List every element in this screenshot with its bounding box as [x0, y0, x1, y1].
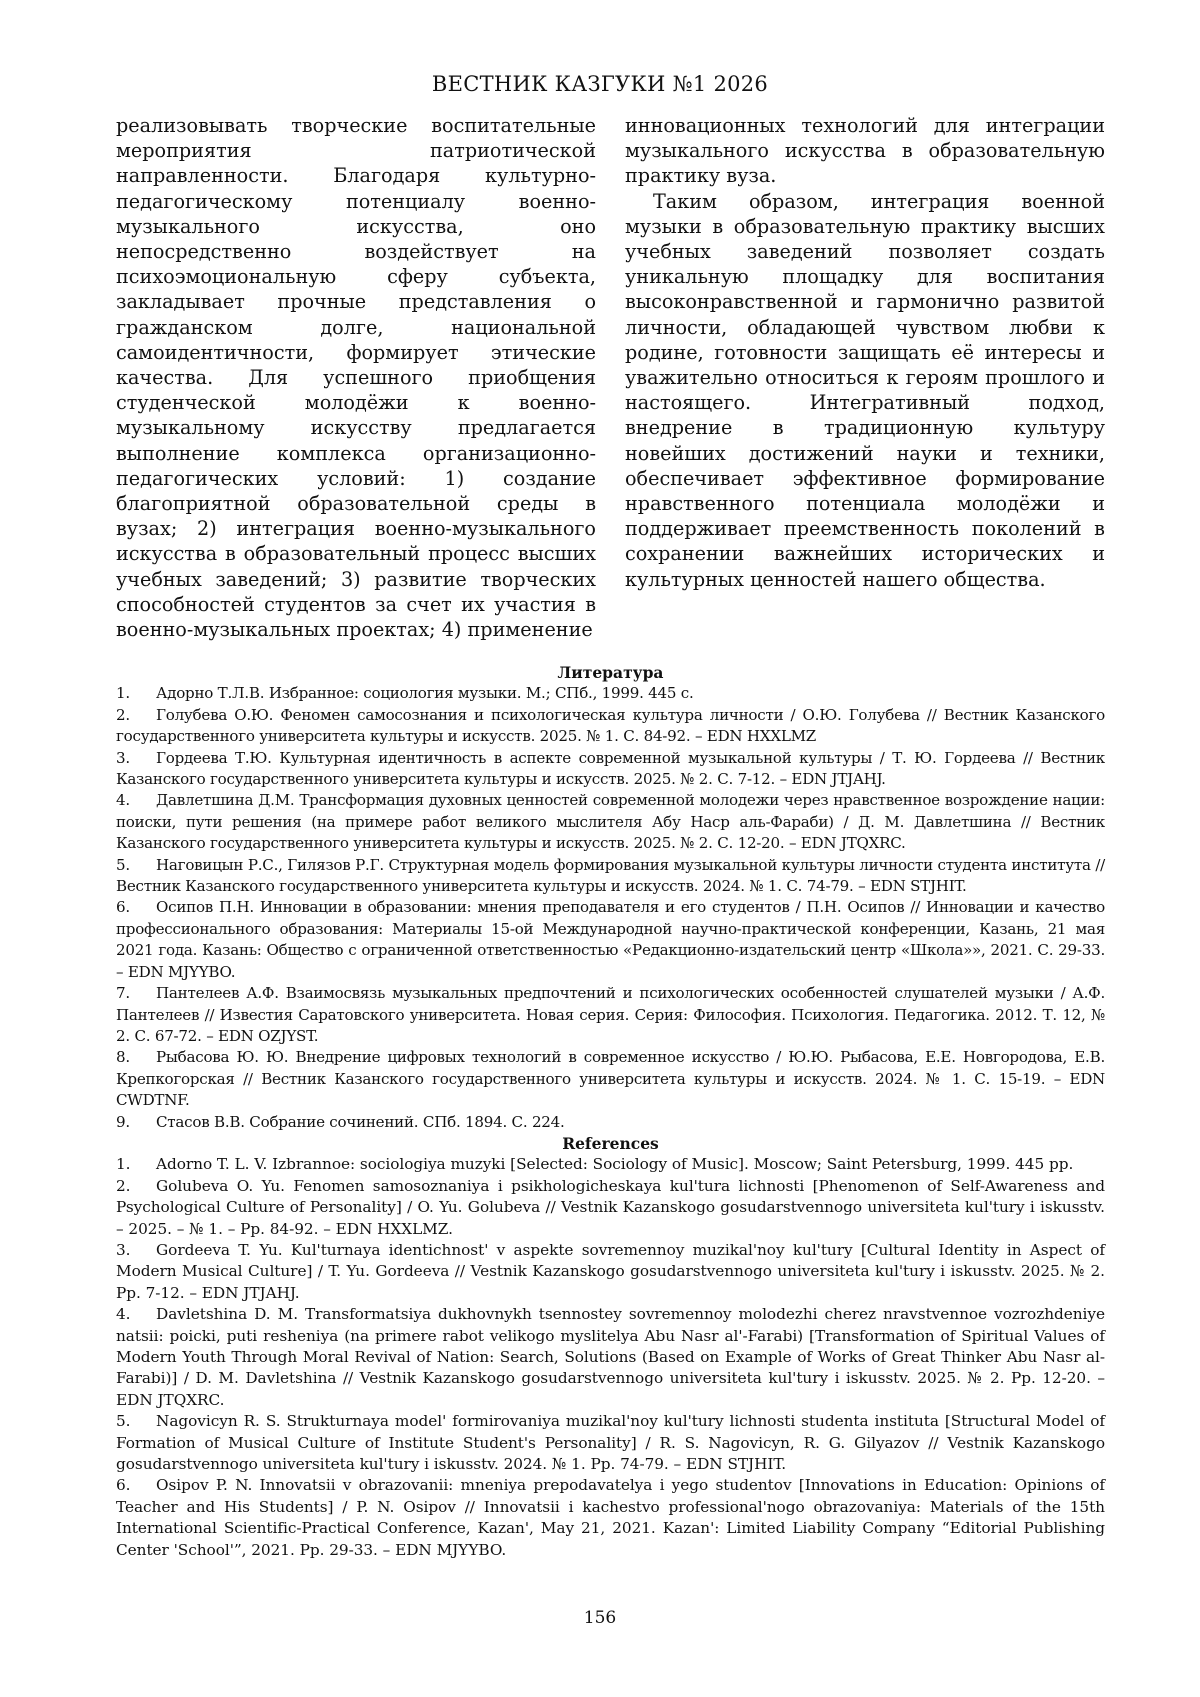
reference-text: Рыбасова Ю. Ю. Внедрение цифровых технологий в современное искусство / Ю.Ю. Рыбасова, Е.Е. Новгородова, Е.В. Крепкогорская // Вестник Казанского государственного университета культуры и искусств. 2024. № 1. С. 15-19. – EDN CWDTNF.	[116, 1048, 1105, 1110]
reference-text: Golubeva O. Yu. Fenomen samosoznaniya i psikhologicheskaya kul'tura lichnosti [Phenomenon of Self-Awareness and Psychological Culture of Personality] / O. Yu. Golubeva // Vestnik Kazanskogo gosudarstvennogo universiteta kul'tury i iskusstv. – 2025. – № 1. – Pp. 84-92. – EDN HXXLMZ.	[116, 1176, 1105, 1238]
reference-item	[116, 748, 1105, 791]
reference-number: 3.	[116, 748, 130, 767]
body-column-right	[625, 113, 1105, 592]
reference-number: 1.	[116, 684, 130, 703]
reference-number: 2.	[116, 1176, 131, 1195]
reference-text: Голубева О.Ю. Феномен самосознания и психологическая культура личности / О.Ю. Голубева // Вестник Казанского государственного университета культуры и искусств. 2025. № 1. С. 84-92. – EDN HXXLMZ	[116, 705, 1105, 746]
references-list	[116, 1154, 1105, 1561]
reference-item	[116, 790, 1105, 854]
reference-text: Осипов П.Н. Инновации в образовании: мнения преподавателя и его студентов / П.Н. Осипов // Инновации и качество профессионального образования: Материалы 15-ой Международной научно-практической конференции, Казань, 21 мая 2021 года. Казань: Общество с ограниченной ответственностью «Редакционно-издательский центр «Школа»», 2021. С. 29-33. – EDN MJYYBO.	[116, 898, 1105, 981]
reference-text: Стасов В.В. Собрание сочинений. СПб. 1894. С. 224.	[156, 1112, 565, 1131]
literature-list	[116, 683, 1105, 1133]
reference-item	[116, 1475, 1105, 1561]
reference-text: Davletshina D. M. Transformatsiya dukhovnykh tsennostey sovremennoy molodezhi cherez nravstvennoe vozrozhdeniye natsii: poicki, puti resheniya (na primere rabot velikogo myslitelya Abu Nasr al'-Farabi) [Transformation of Spiritual Values of Modern Youth Through Moral Revival of Nation: Search, Solutions (Based on Example of Works of Great Thinker Abu Nasr al-Farabi)] / D. M. Davletshina // Vestnik Kazanskogo gosudarstvennogo universiteta kul'tury i iskusstv. 2025. № 2. Pp. 12-20. – EDN JTQXRC.	[116, 1305, 1105, 1409]
reference-text: Adorno T. L. V. Izbrannoe: sociologiya muzyki [Selected: Sociology of Music]. Moscow; Saint Petersburg, 1999. 445 pp.	[156, 1155, 1074, 1174]
body-paragraph: реализовывать творческие воспитательные мероприятия патриотической направленности. Благодаря культурно-педагогическому потенциалу военно-музыкального искусства, оно непосредственно воздействует на психоэмоциональную сферу субъекта, закладывает прочные представления о гражданском долге, национальной самоидентичности, формирует этические качества. Для успешного приобщения студенческой молодёжи к военно-музыкальному искусству предлагается выполнение комплекса организационно-педагогических условий: 1) создание благоприятной образовательной среды в вузах; 2) интеграция военно-музыкального искусства в образовательный процесс высших учебных заведений; 3) развитие творческих способностей студентов за счет их участия в военно-музыкальных проектах; 4) применение	[116, 114, 596, 642]
reference-item	[116, 1304, 1105, 1411]
reference-number: 8.	[116, 1048, 130, 1067]
reference-text: Адорно Т.Л.В. Избранное: социология музыки. М.; СПб., 1999. 445 с.	[156, 684, 694, 703]
reference-item	[116, 983, 1105, 1047]
page-number: 156	[583, 1608, 617, 1628]
bibliography	[116, 662, 1105, 1561]
body-column-left	[116, 113, 596, 642]
body-paragraph-continuation: инновационных технологий для интеграции музыкального искусства в образовательную практику вуза.	[625, 114, 1105, 188]
reference-number: 9.	[116, 1112, 130, 1131]
reference-text: Nagovicyn R. S. Strukturnaya model' formirovaniya muzikal'noy kul'tury lichnosti studenta instituta [Structural Model of Formation of Musical Culture of Institute Student's Personality] / R. S. Nagovicyn, R. G. Gilyazov // Vestnik Kazanskogo gosudarstvennogo universiteta kul'tury i iskusstv. 2024. № 1. Pp. 74-79. – EDN STJHIT.	[116, 1412, 1105, 1474]
reference-number: 2.	[116, 705, 130, 724]
body-paragraph-conclusion: Таким образом, интеграция военной музыки в образовательную практику высших учебных заведений позволяет создать уникальную площадку для воспитания высоконравственной и гармонично развитой личности, обладающей чувством любви к родине, готовности защищать её интересы и уважительно относиться к героям прошлого и настоящего. Интегративный подход, внедрение в традиционную культуру новейших достижений науки и техники, обеспечивает эффективное формирование нравственного потенциала молодёжи и поддерживает преемственность поколений в сохранении важнейших исторических и культурных ценностей нашего общества.	[625, 189, 1105, 591]
reference-item	[116, 897, 1105, 983]
reference-text: Пантелеев А.Ф. Взаимосвязь музыкальных предпочтений и психологических особенностей слушателей музыки / А.Ф. Пантелеев // Известия Саратовского университета. Новая серия. Серия: Философия. Психология. Педагогика. 2012. Т. 12, № 2. С. 67-72. – EDN OZJYST.	[116, 984, 1105, 1045]
reference-item	[116, 1240, 1105, 1304]
reference-text: Osipov P. N. Innovatsii v obrazovanii: mneniya prepodavatelya i yego studentov [Innovations in Education: Opinions of Teacher and His Students] / P. N. Osipov // Innovatsii i kachestvo professional'nogo obrazovaniya: Materials of the 15th International Scientific-Practical Conference, Kazan', May 21, 2021. Kazan': Limited Liability Company “Editorial Publishing Center 'School'”, 2021. Pp. 29-33. – EDN MJYYBO.	[116, 1476, 1105, 1559]
reference-number: 4.	[116, 791, 130, 810]
reference-number: 6.	[116, 1476, 131, 1495]
reference-number: 4.	[116, 1305, 131, 1324]
running-header: ВЕСТНИК КАЗГУКИ №1 2026	[431, 72, 769, 96]
reference-item	[116, 705, 1105, 748]
reference-number: 1.	[116, 1155, 131, 1174]
reference-item	[116, 1176, 1105, 1240]
reference-text: Наговицын Р.С., Гилязов Р.Г. Структурная модель формирования музыкальной культуры личности студента института // Вестник Казанского государственного университета культуры и искусств. 2024. № 1. С. 74-79. – EDN STJHIT.	[116, 855, 1105, 896]
reference-text: Гордеева Т.Ю. Культурная идентичность в аспекте современной музыкальной культуры / Т. Ю. Гордеева // Вестник Казанского государственного университета культуры и искусств. 2025. № 2. С. 7-12. – EDN JTJAHJ.	[116, 748, 1105, 789]
reference-item	[116, 683, 1105, 704]
literature-heading: Литература	[557, 663, 664, 682]
reference-number: 5.	[116, 855, 130, 874]
reference-number: 7.	[116, 984, 130, 1003]
reference-text: Gordeeva T. Yu. Kul'turnaya identichnost' v aspekte sovremennoy muzikal'noy kul'tury [Cultural Identity in Aspect of Modern Musical Culture] / T. Yu. Gordeeva // Vestnik Kazanskogo gosudarstvennogo universiteta kul'tury i iskusstv. 2025. № 2. Pp. 7-12. – EDN JTJAHJ.	[116, 1240, 1105, 1302]
reference-item	[116, 1047, 1105, 1111]
reference-item	[116, 1154, 1105, 1175]
reference-item	[116, 855, 1105, 898]
reference-text: Давлетшина Д.М. Трансформация духовных ценностей современной молодежи через нравственное возрождение нации: поиски, пути решения (на примере работ великого мыслителя Абу Наср аль-Фараби) / Д. М. Давлетшина // Вестник Казанского государственного университета культуры и искусств. 2025. № 2. С. 12-20. – EDN JTQXRC.	[116, 791, 1105, 853]
reference-number: 3.	[116, 1240, 131, 1259]
reference-item	[116, 1411, 1105, 1475]
references-heading: References	[562, 1133, 659, 1153]
reference-item	[116, 1112, 1105, 1133]
reference-number: 6.	[116, 898, 130, 917]
reference-number: 5.	[116, 1412, 131, 1431]
